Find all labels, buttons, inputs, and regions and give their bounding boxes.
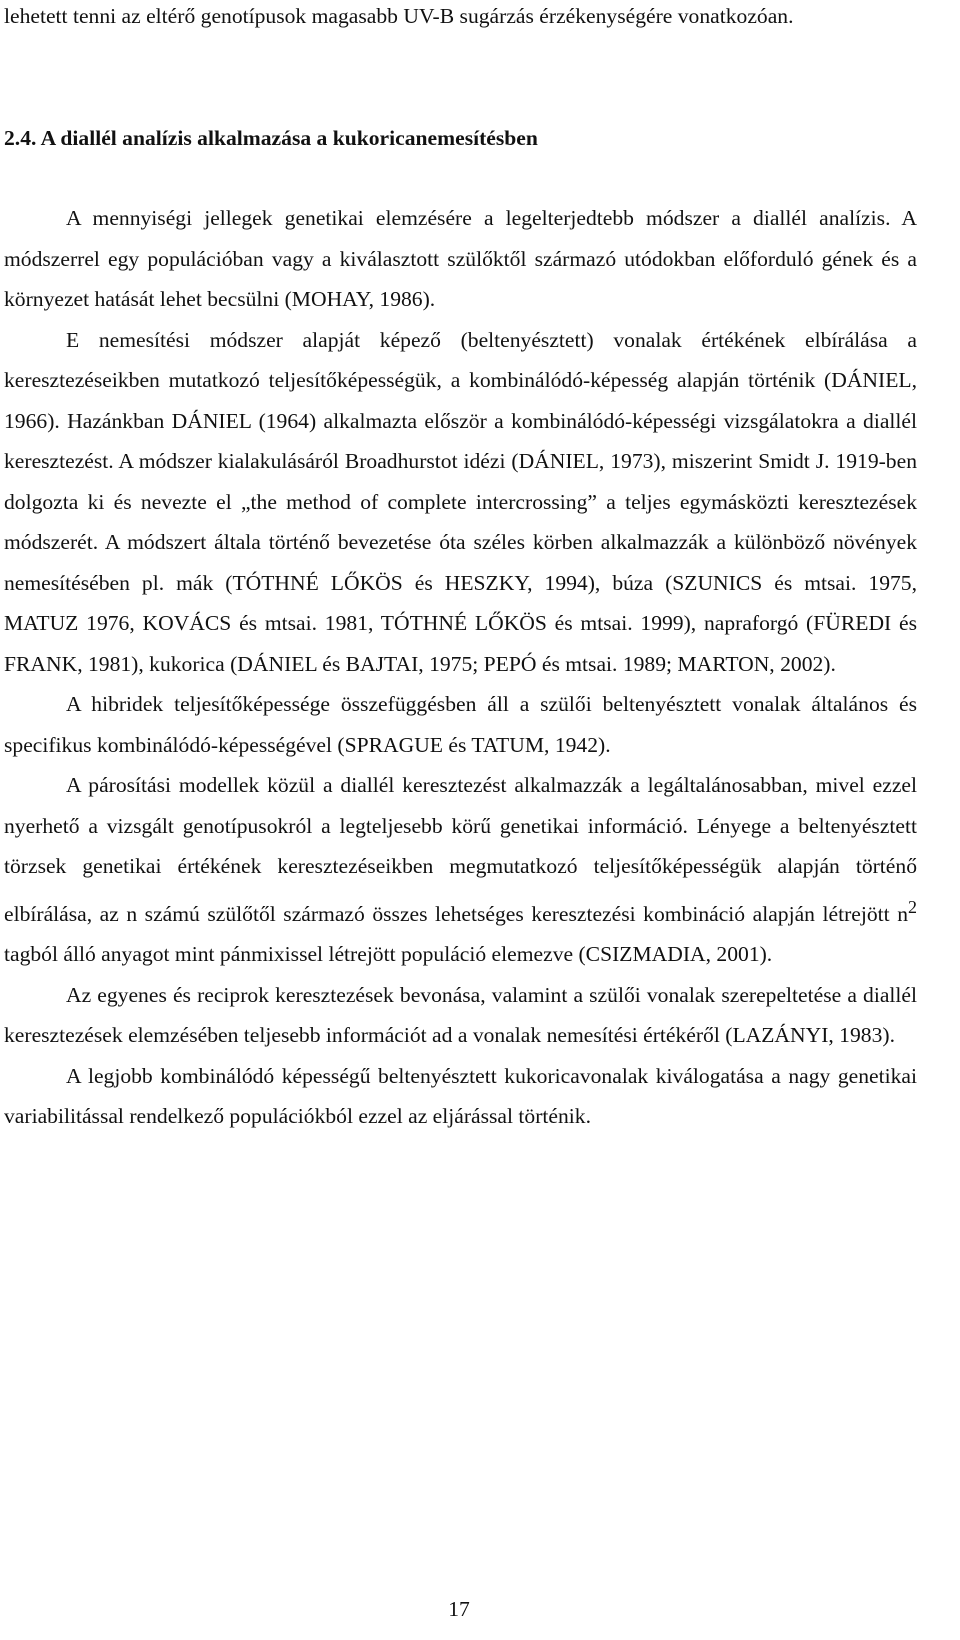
body-paragraph-2: E nemesítési módszer alapját képező (beltenyésztett) vonalak értékének elbírálása a keresztezéseikben mutatkozó teljesítőképességük, a kombinálódó-képesség alapján történik (DÁNIEL, 1966). Hazánkban DÁNIEL (1964) alkalmazta először a kombinálódó-képességi vizsgálatokra a diallél keresztezést. A módszer kialakulásáról Broadhurstot idézi (DÁNIEL, 1973), miszerint Smidt J. 1919-ben dolgozta ki és nevezte el „the method of complete intercrossing” a teljes egymásközti keresztezések módszerét. A módszert általa történő bevezetése óta széles körben alkalmazzák a különböző növények nemesítésében pl. mák (TÓTHNÉ LŐKÖS és HESZKY, 1994), búza (SZUNICS és mtsai. 1975, MATUZ 1976, KOVÁCS és mtsai. 1981, TÓTHNÉ LŐKÖS és mtsai. 1999), napraforgó (FÜREDI és FRANK, 1981), kukorica (DÁNIEL és BAJTAI, 1975; PEPÓ és mtsai. 1989; MARTON, 2002). — [4, 327, 917, 676]
page-number: 17 — [448, 1597, 470, 1621]
body-paragraph-6: A legjobb kombinálódó képességű beltenyésztett kukoricavonalak kiválogatása a nagy genetikai variabilitással rendelkező populációkból ezzel az eljárással történik. — [4, 1063, 917, 1129]
body-paragraph-4 — [4, 765, 917, 975]
intro-paragraph: lehetett tenni az eltérő genotípusok magasabb UV-B sugárzás érzékenységére vonatkozóan. — [4, 4, 794, 28]
superscript-exponent: 2 — [908, 896, 917, 917]
body-paragraph-5: Az egyenes és reciprok keresztezések bevonása, valamint a szülői vonalak szerepeltetése a diallél keresztezések elemzésében teljesebb információt ad a vonalak nemesítési értékéről (LAZÁNYI, 1983). — [4, 982, 917, 1048]
body-paragraph-4-main: A párosítási modellek közül a diallél keresztezést alkalmazzák a legáltalánosabban, mivel ezzel nyerhető a vizsgált genotípusokról a legteljesebb körű genetikai információ. Lényege a beltenyésztett törzsek genetikai értékének keresztezéseikben megmutatkozó teljesítőképességük alapján történő elbírálása, az n számú szülőtől származó összes lehetséges keresztezési kombináció alapján létrejött n — [4, 773, 917, 926]
document-page — [4, 0, 917, 1137]
body-paragraph-3: A hibridek teljesítőképessége összefüggésben áll a szülői beltenyésztett vonalak általános és specifikus kombinálódó-képességével (SPRAGUE és TATUM, 1942). — [4, 692, 917, 757]
section-heading: 2.4. A diallél analízis alkalmazása a kukoricanemesítésben — [4, 125, 538, 150]
body-paragraph-1: A mennyiségi jellegek genetikai elemzésére a legelterjedtebb módszer a diallél analízis. A módszerrel egy populációban vagy a kiválasztott szülőktől származó utódokban előforduló gének és a környezet hatását lehet becsülni (MOHAY, 1986). — [4, 206, 917, 311]
body-paragraph-4-continuation: tagból álló anyagot mint pánmixissel létrejött populáció elemezve (CSIZMADIA, 2001). — [4, 942, 773, 967]
